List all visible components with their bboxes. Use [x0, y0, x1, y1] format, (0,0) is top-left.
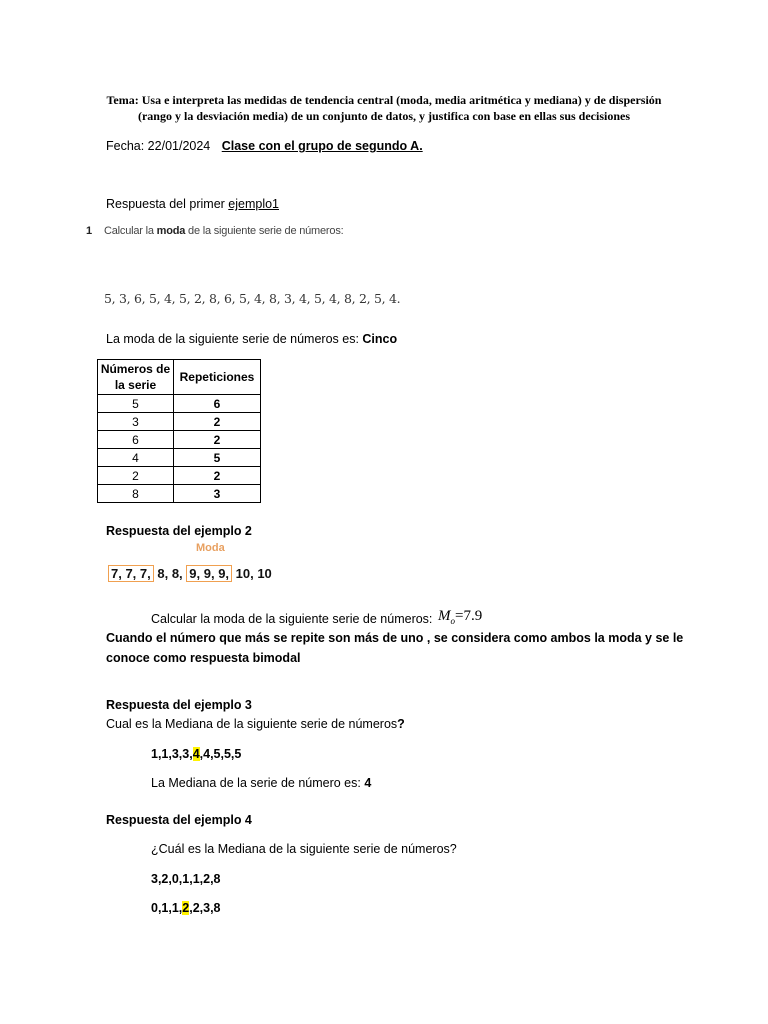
example3-question [106, 716, 405, 732]
example1-answer-value: Cinco [362, 332, 398, 346]
example3-series-median: 4 [192, 747, 200, 761]
table-row [98, 449, 261, 467]
example3-heading: Respuesta del ejemplo 3 [106, 698, 252, 712]
table-row [98, 395, 261, 413]
example2-prompt: Calcular la moda de la siguiente serie de números: [151, 612, 433, 626]
example1-intro [106, 196, 279, 212]
table-row [98, 485, 261, 503]
example1-image-series: 5, 3, 6, 5, 4, 5, 2, 8, 6, 5, 4, 8, 3, 4, 5, 4, 8, 2, 5, 4. [104, 291, 401, 306]
table-cell-number: 3 [98, 413, 174, 431]
example1-image-prompt-bold: moda [156, 225, 186, 237]
example4-sorted-pre: 0,1,1, [151, 901, 183, 915]
table-header-row [98, 360, 261, 395]
date-label: Fecha: 22/01/2024 [106, 139, 211, 153]
example2-heading: Respuesta del ejemplo 2 [106, 524, 252, 538]
date-line [106, 138, 423, 154]
example2-image-series [108, 566, 272, 581]
table-header-numbers: Números de la serie [98, 360, 174, 395]
mode-box-sevens: 7, 7, 7, [108, 565, 154, 582]
mode-box-nines: 9, 9, 9, [186, 565, 232, 582]
example4-question: ¿Cuál es la Mediana de la siguiente serie de números? [151, 842, 457, 856]
formula-subscript: o [450, 616, 455, 626]
table-cell-repetitions: 2 [174, 467, 261, 485]
example3-question-mark: ? [397, 717, 405, 731]
example3-series-post: ,4,5,5,5 [199, 747, 242, 761]
table-cell-repetitions: 6 [174, 395, 261, 413]
example3-answer-value: 4 [364, 776, 372, 790]
table-row [98, 413, 261, 431]
table-cell-number: 6 [98, 431, 174, 449]
table-cell-number: 2 [98, 467, 174, 485]
table-cell-number: 8 [98, 485, 174, 503]
example4-heading: Respuesta del ejemplo 4 [106, 813, 252, 827]
table-header-repetitions: Repeticiones [174, 360, 261, 395]
series-middle: 8, 8, [153, 566, 187, 581]
formula-value: =7.9 [455, 608, 483, 624]
example4-sorted-median: 2 [182, 901, 190, 915]
example3-answer-prefix: La Mediana de la serie de número es: [151, 776, 365, 790]
example1-image-prompt [104, 225, 343, 237]
example1-answer [106, 331, 397, 347]
example3-question-text: Cual es la Mediana de la siguiente serie de números [106, 717, 398, 731]
mode-formula [438, 608, 482, 626]
example3-series-pre: 1,1,3,3, [151, 747, 193, 761]
table-cell-number: 4 [98, 449, 174, 467]
example4-sorted-post: ,2,3,8 [189, 901, 221, 915]
example1-intro-text: Respuesta del primer [106, 197, 229, 211]
table-row [98, 431, 261, 449]
table-cell-repetitions: 3 [174, 485, 261, 503]
example1-answer-prefix: La moda de la siguiente serie de números es: [106, 332, 363, 346]
example2-image-label: Moda [196, 542, 225, 554]
table-cell-repetitions: 2 [174, 413, 261, 431]
series-end: 10, 10 [232, 566, 272, 581]
table-cell-repetitions: 5 [174, 449, 261, 467]
example3-answer [151, 775, 371, 791]
example1-link[interactable]: ejemplo1 [228, 197, 280, 211]
class-label: Clase con el grupo de segundo A. [221, 139, 423, 153]
table-row [98, 467, 261, 485]
example4-series: 3,2,0,1,1,2,8 [151, 872, 221, 886]
example1-image-number: 1 [86, 225, 93, 237]
table-cell-number: 5 [98, 395, 174, 413]
table-cell-repetitions: 2 [174, 431, 261, 449]
example4-sorted-series [151, 900, 221, 916]
formula-symbol: M [438, 608, 451, 624]
example1-image-prompt-pre: Calcular la [104, 225, 157, 237]
example3-series [151, 746, 241, 762]
page-title: Tema: Usa e interpreta las medidas de tendencia central (moda, media aritmética y mediana) y de dispersión (rango y la desviación media) de un conjunto de datos, y justifica con base en ellas sus decisiones [106, 93, 662, 123]
example1-image-prompt-post: de la siguiente serie de números: [185, 225, 344, 237]
frequency-table [97, 359, 261, 503]
example2-explanation-line1: Cuando el número que más se repite son más de uno , se considera como ambos la moda y se le [106, 631, 684, 645]
example2-explanation-line2: conoce como respuesta bimodal [106, 651, 301, 665]
